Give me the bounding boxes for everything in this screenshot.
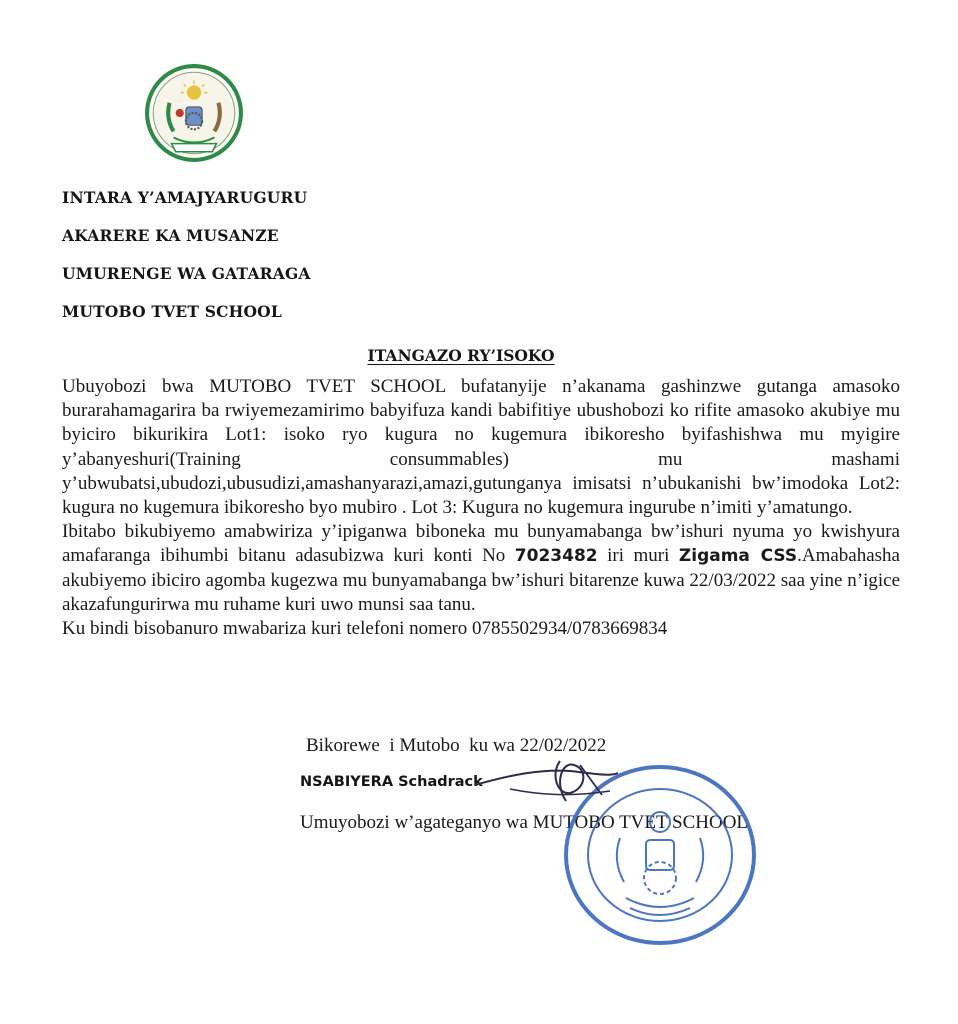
letterhead-province: INTARA Y’AMAJYARUGURU — [62, 188, 308, 207]
letterhead-district: AKARERE KA MUSANZE — [62, 226, 279, 245]
letterhead — [62, 186, 311, 338]
rwanda-emblem-logo — [143, 62, 245, 164]
bidding-text-a: Ibitabo bikubiyemo amabwiriza y’ipiganwa biboneka mu bunyamabanga bw’ishuri nyuma yo kwishyura amafaranga ibihumbi bitanu adasubizwa kuri konti No — [62, 521, 900, 567]
notice-title-wrap — [0, 346, 958, 365]
bidding-text-b: iri muri — [597, 545, 679, 567]
notice-paragraph-contact: Ku bindi bisobanuro mwabariza kuri telefoni nomero 0785502934/0783669834 — [62, 618, 668, 640]
handwritten-signature — [470, 755, 620, 835]
signer-name: NSABIYERA Schadrack — [300, 774, 483, 790]
bidding-text-c: .Amabahasha akubiyemo ibiciro agomba kugezwa mu bunyamabanga bw’ishuri bitarenze kuwa 22/03/2022 saa yine n’igice akazafungurirwa mu ruhame kuri uwo munsi saa tanu. — [62, 545, 900, 615]
letterhead-school: MUTOBO TVET SCHOOL — [62, 302, 282, 321]
letterhead-sector: UMURENGE WA GATARAGA — [62, 264, 311, 283]
signer-role: Umuyobozi w’agateganyo wa MUTOBO TVET SCHOOL — [300, 812, 749, 833]
account-number: 7023482 — [514, 546, 598, 567]
notice-paragraph-lots: Ubuyobozi bwa MUTOBO TVET SCHOOL bufatanyije n’akanama gashinzwe gutanga amasoko burarahamagarira ba rwiyemezamirimo babyifuza kandi babifitiye ubushobozi ko rifite amasoko akubiye mu byiciro bikurikira Lot1: isoko ryo kugura no kugemura ibikoresho byifashishwa mu myigire y’abanyeshuri(Training consummables) mu mashami y’ubwubatsi,ubudozi,ubusudizi,amashanyarazi,amazi,gutunganya imisatsi n’ubukanishi bw’imodoka Lot2: kugura no kugemura ibikoresho byo mubiro . Lot 3: Kugura no kugemura ingurube n’imiti y’amatungo. — [62, 376, 900, 519]
notice-title: ITANGAZO RY’ISOKO — [367, 346, 555, 365]
bank-name: Zigama CSS — [678, 546, 798, 567]
notice-paragraph-bidding — [62, 520, 900, 617]
notice-body — [62, 375, 900, 641]
date-line: Bikorewe i Mutobo ku wa 22/02/2022 — [306, 735, 607, 756]
